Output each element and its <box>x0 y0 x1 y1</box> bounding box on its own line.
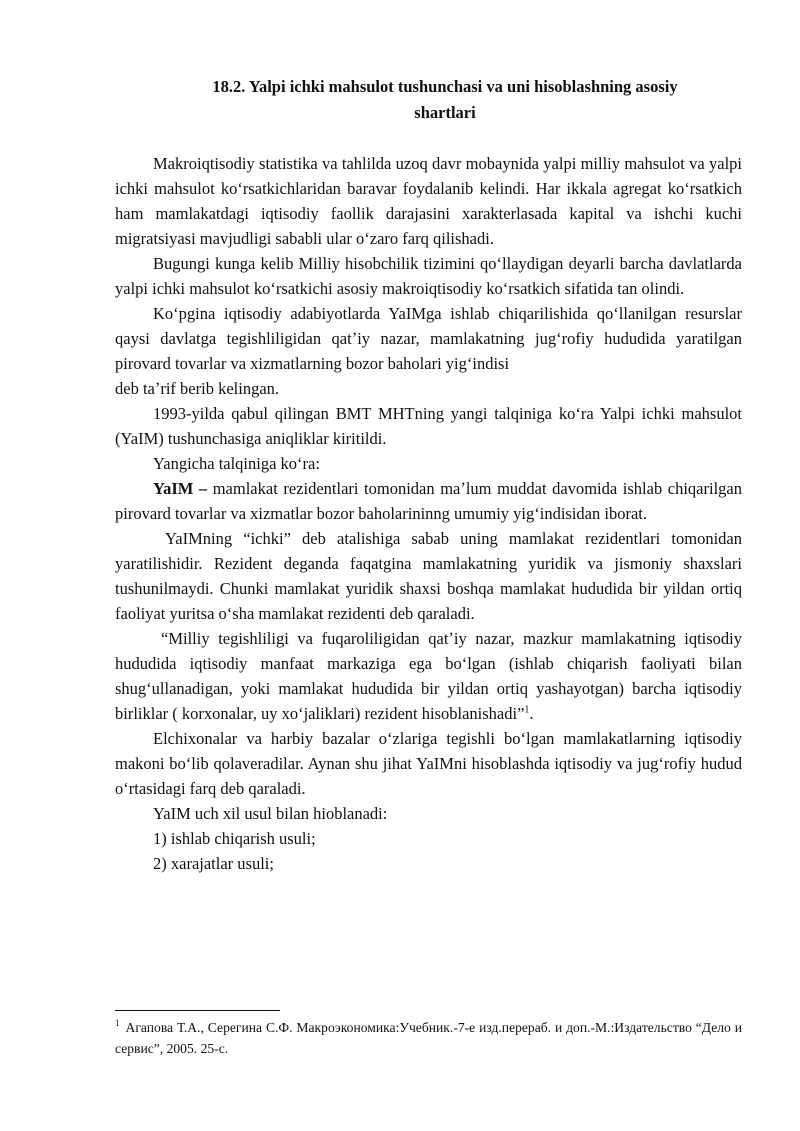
footnote-separator <box>115 1010 280 1011</box>
paragraph-9: Elchixonalar va harbiy bazalar oʻzlariga tegishli boʻlgan mamlakatlarning iqtisodiy makoni boʻlib qolaveradilar. Aynan shu jihat YaIMni hisoblashda iqtisodiy va jugʻrofiy hudud oʻrtasidagi farq deb qaraladi. <box>115 729 742 798</box>
list-item-1: 1) ishlab chiqarish usuli; <box>153 829 316 848</box>
paragraph-3-continuation: deb taʼrif berib kelingan. <box>115 379 280 398</box>
list-item-2: 2) xarajatlar usuli; <box>153 854 274 873</box>
paragraph-5: Yangicha talqiniga koʻra: <box>153 454 320 473</box>
heading-line-1: 18.2. Yalpi ichki mahsulot tushunchasi va uni hisoblashning asosiy <box>212 77 678 96</box>
paragraph-1: Makroiqtisodiy statistika va tahlilda uzoq davr mobaynida yalpi milliy mahsulot va yalpi ichki mahsulot koʻrsatkichlaridan baravar foydalanib kelindi. Har ikkala agregat koʻrsatkich ham mamlakatdagi iqtisodiy faollik darajasini xarakterlasada kapital va ishchi kuchi migratsiyasi mavjudligi sababli ular oʻzaro farq qilishadi. <box>115 154 742 248</box>
paragraph-3-text: Koʻpgina iqtisodiy adabiyotlarda YaIMga ishlab chiqarilishida qoʻllanilgan resurslar qaysi davlatga tegishliligidan qatʼiy nazar, mamlakatning jugʻrofiy hududida yaratilgan pirovard tovarlar va xizmatlarning bozor baholari yigʻindisi <box>115 304 742 373</box>
paragraph-3 <box>115 301 742 376</box>
paragraph-6 <box>115 476 742 526</box>
quote-end: . <box>529 704 534 723</box>
quote-text: “Milliy tegishliligi va fuqaroliligidan qatʼiy nazar, mazkur mamlakatning iqtisodiy hududida iqtisodiy manfaat markaziga ega boʻlgan (ishlab chiqarish faoliyati bilan shugʻullanadigan, yoki mamlakat hududida bir yildan ortiq yashayotgan) barcha iqtisodiy birliklar ( korxonalar, uy xoʻjaliklari) rezident hisoblanishadi” <box>115 629 742 723</box>
footnote <box>115 1017 742 1059</box>
paragraph-2: Bugungi kunga kelib Milliy hisobchilik tizimini qoʻllaydigan deyarli barcha davlatlarda yalpi ichki mahsulot koʻrsatkichi asosiy makroiqtisodiy koʻrsatkich sifatida tan olindi. <box>115 254 742 298</box>
footnote-reference[interactable]: 1 <box>524 704 530 716</box>
heading-line-2: shartlari <box>414 103 476 122</box>
footnote-text: Агапова Т.А., Серегина С.Ф. Макроэкономика:Учебник.-7-е изд.перераб. и доп.-М.:Издательство “Дело и сервис”, 2005. 25-с. <box>115 1020 742 1056</box>
definition-text: mamlakat rezidentlari tomonidan maʼlum muddat davomida ishlab chiqarilgan pirovard tovarlar va xizmatlar bozor baholarininng umumiy yigʻindisidan iborat. <box>115 479 742 523</box>
section-heading <box>160 74 730 126</box>
footnote-mark: 1 <box>115 1018 120 1029</box>
document-body <box>115 151 742 876</box>
paragraph-7: YaIMning “ichki” deb atalishiga sabab uning mamlakat rezidentlari tomonidan yaratilishidir. Rezident deganda faqatgina mamlakatning yuridik va jismoniy shaxslari tushunilmaydi. Chunki mamlakat yuridik shaxsi boshqa mamlakat hududida bir yildan ortiq faoliyat yuritsa oʻsha mamlakat rezidenti deb qaraladi. <box>115 529 742 623</box>
paragraph-8 <box>115 626 742 726</box>
paragraph-4: 1993-yilda qabul qilingan BMT MHTning yangi talqiniga koʻra Yalpi ichki mahsulot (YaIM) tushunchasiga aniqliklar kiritildi. <box>115 404 742 448</box>
paragraph-10: YaIM uch xil usul bilan hioblanadi: <box>153 804 388 823</box>
definition-term: YaIM – <box>153 479 208 498</box>
